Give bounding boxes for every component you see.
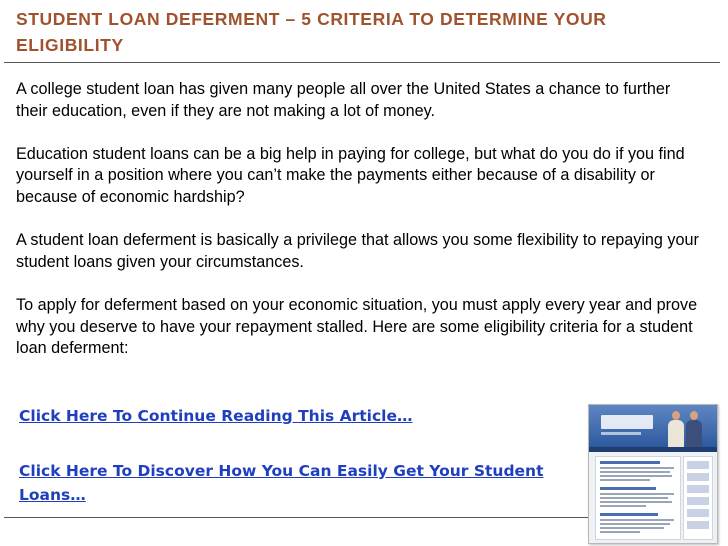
student-figure-icon [685,411,703,447]
thumbnail-tagline [601,432,641,435]
thumbnail-header [589,405,717,447]
student-figure-icon [667,411,685,447]
article-body [16,79,706,381]
paragraph-3: A student loan deferment is basically a privilege that allows you some flexibility to repaying your student loans given your circumstances. [16,231,699,271]
page-title: STUDENT LOAN DEFERMENT – 5 CRITERIA TO DETERMINE YOUR ELIGIBILITY [16,9,607,55]
title-divider [4,62,720,63]
bottom-divider [4,517,590,518]
paragraph-2: Education student loans can be a big help in paying for college, but what do you do if you find yourself in a position where you can’t make the payments either because of a disability or because of economic hardship? [16,144,685,206]
thumbnail-nav-bar [589,447,717,452]
website-screenshot-thumbnail [588,404,718,544]
thumbnail-logo [601,415,653,429]
thumbnail-main-content [595,456,681,540]
paragraph-1: A college student loan has given many people all over the United States a chance to further their education, even if they are not making a lot of money. [16,80,671,120]
paragraph-4: To apply for deferment based on your economic situation, you must apply every year and prove why you deserve to have your repayment stalled. Here are some eligibility criteria for a student loan deferment: [16,295,698,358]
thumbnail-sidebar [683,456,713,540]
discover-student-loans-link[interactable]: Click Here To Discover How You Can Easily Get Your Student Loans… [19,462,544,504]
continue-reading-link[interactable]: Click Here To Continue Reading This Article… [19,407,413,425]
